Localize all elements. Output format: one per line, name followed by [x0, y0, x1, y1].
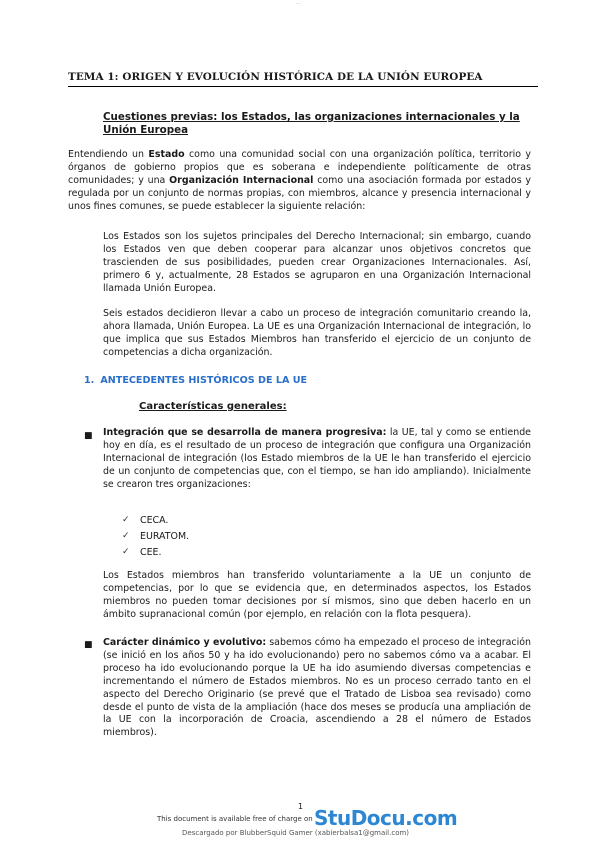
bullet-caracter-dinamico	[103, 637, 531, 740]
intro-text-2: como una comunidad social con una organización política, territorio y órganos de gobierno propios que es soberana e independiente políticamente de otras comunidades; y una	[68, 149, 532, 186]
list-item	[122, 528, 189, 544]
square-bullet-icon: ■	[84, 431, 93, 441]
intro-text-3: como una asociación formada por estados y regulada por un conjunto de normas propias, con miembros, alcance y presencia internacional y unos fines comunes, se puede establecer la siguiente relación:	[68, 174, 531, 212]
paragraph-seis-estados: Seis estados decidieron llevar a cabo un proceso de integración comunitario creando la, ahora llamada, Unión Europea. La UE es una Organización Internacional de integración, lo que implica que sus Estados Miembros han transferido el ejercicio de un conjunto de competencias a dicha organización.	[103, 308, 531, 358]
bullet-integracion-bold: Integración que se desarrolla de manera progresiva:	[103, 427, 387, 438]
header-mark: ...	[296, 0, 301, 6]
footer-download-text: Descargado por BlubberSquid Gamer (xabierbalsa1@gmail.com)	[182, 829, 410, 837]
check-icon: ✓	[122, 547, 130, 557]
paragraph-estados-sujetos: Los Estados son los sujetos principales del Derecho Internacional; sin embargo, cuando los Estados ven que deben cooperar para alcanzar unos objetivos concretos que trascienden de sus posibilidades, pueden crear Organizaciones Internacionales. Así, primero 6 y, actualmente, 28 Estados se agruparon en una Organización Internacional llamada Unión Europea.	[103, 231, 531, 294]
studocu-logo[interactable]	[314, 806, 457, 830]
bullet-caracter-text: sabemos cómo ha empezado el proceso de integración (se inició en los años 50 y ha ido evolucionando) pero no sabemos cómo va a acabar. El proceso ha ido evolucionando porque la UE ha ido asumiendo diversas competencias e incrementando el número de Estados miembros. No es un proceso cerrado tanto en el aspecto del Derecho Originario (se prevé que el Tratado de Lisboa sea revisado) como desde el punto de vista de la ampliación (hace dos meses se producía una ampliación de la UE con la incorporación de Croacia, ascendiendo a 28 el número de Estados miembros).	[103, 637, 531, 739]
organizations-list	[122, 512, 189, 560]
document-title: TEMA 1: ORIGEN Y EVOLUCIÓN HISTÓRICA DE LA UNIÓN EUROPEA	[68, 71, 538, 87]
intro-bold-estado: Estado	[148, 149, 185, 160]
paragraph-competencias: Los Estados miembros han transferido voluntariamente a la UE un conjunto de competencias, por lo que se evidencia que, en determinados aspectos, los Estados miembros no pueden tomar decisiones por sí mismos, sino que deben hacerlo en un ámbito supranacional común (por ejemplo, en relación con la flota pesquera).	[103, 570, 531, 620]
page-number: 1	[298, 802, 304, 811]
bullet-caracter-bold: Carácter dinámico y evolutivo:	[103, 637, 267, 648]
list-item	[122, 544, 189, 560]
sub-heading: Características generales:	[139, 401, 287, 412]
check-icon: ✓	[122, 531, 130, 541]
intro-paragraph	[68, 149, 531, 214]
list-item-label: EURATOM.	[140, 530, 190, 542]
logo-com: .com	[405, 806, 458, 830]
intro-bold-organizacion: Organización Internacional	[169, 174, 314, 186]
check-icon: ✓	[122, 515, 130, 525]
list-item	[122, 512, 189, 528]
square-bullet-icon: ■	[84, 640, 93, 650]
numbered-heading	[84, 375, 307, 386]
logo-docu: Docu	[350, 806, 406, 830]
bullet-integracion-text: la UE, tal y como se entiende hoy en día, es el resultado de un proceso de integración que configura una Organización Internacional de integración (los Estado miembros de la UE le han transferido el ejercicio de un conjunto de competencias que, con el tiempo, se han ido ampliando). Inicialmente se crearon tres organizaciones:	[103, 427, 531, 490]
list-item-label: CECA.	[140, 514, 169, 526]
heading-number: 1.	[84, 375, 95, 386]
intro-text-1: Entendiendo un	[68, 149, 149, 160]
heading-text: ANTECEDENTES HISTÓRICOS DE LA UE	[100, 375, 308, 386]
list-item-label: CEE.	[140, 546, 162, 558]
footer-free-text: This document is available free of charge on	[157, 815, 313, 823]
section-heading: Cuestiones previas: los Estados, las organizaciones internacionales y la Unión Europea	[103, 111, 520, 136]
bullet-integracion	[103, 427, 531, 492]
logo-stu: Stu	[314, 806, 351, 830]
